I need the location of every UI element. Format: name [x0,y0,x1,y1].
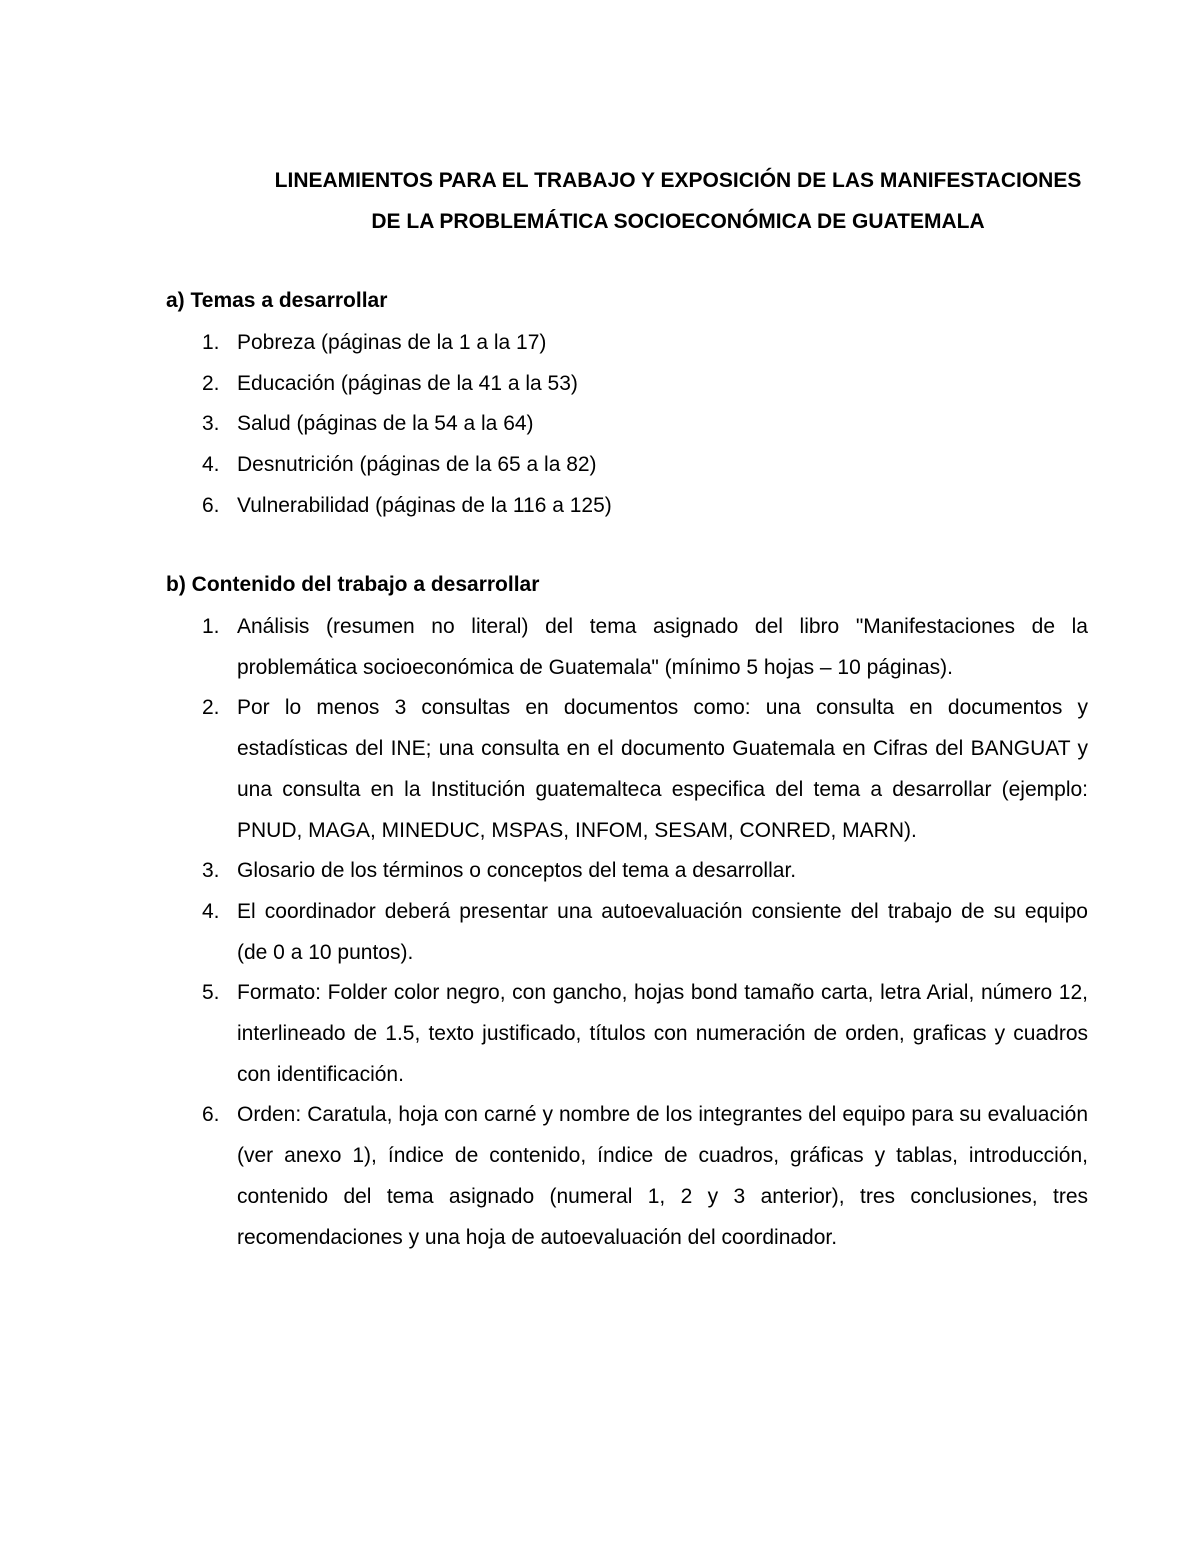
list-item-text: Pobreza (páginas de la 1 a la 17) [237,331,547,354]
list-item-text: El coordinador deberá presentar una autoevaluación consiente del trabajo de su equipo (de 0 a 10 puntos). [237,899,1088,964]
list-item [166,1095,1088,1258]
list-item-text: Por lo menos 3 consultas en documentos como: una consulta en documentos y estadísticas del INE; una consulta en el documento Guatemala en Cifras del BANGUAT y una consulta en la Institución guatemalteca especifica del tema a desarrollar (ejemplo: PNUD, MAGA, MINEDUC, MSPAS, INFOM, SESAM, CONRED, MARN). [237,696,1088,842]
list-item [166,973,1088,1095]
list-item [166,445,1088,486]
list-item [166,404,1088,445]
list-item-text: Desnutrición (páginas de la 65 a la 82) [237,453,597,477]
list-item-text: Orden: Caratula, hoja con carné y nombre de los integrantes del equipo para su evaluación (ver anexo 1), índice de contenido, índice de cuadros, gráficas y tablas, introducción, contenido del tema asignado (numeral 1, 2 y 3 anterior), tres conclusiones, tres recomendaciones y una hoja de autoevaluación del coordinador. [237,1103,1088,1249]
section-a-heading: a) Temas a desarrollar [166,289,388,312]
content-requirements-list [166,607,1088,1258]
list-item-number: 4. [202,453,220,477]
list-item-number: 6. [202,1103,220,1127]
title-line-2: DE LA PROBLEMÁTICA SOCIOECONÓMICA DE GUATEMALA [371,210,985,233]
topics-list [166,323,1088,527]
list-item-number: 4. [202,899,220,923]
list-item-number: 3. [202,412,220,436]
list-item [166,688,1088,851]
list-item-number: 6. [202,493,220,517]
list-item-number: 2. [202,696,220,720]
list-item-number: 1. [202,331,220,354]
list-item-number: 2. [202,371,220,395]
list-item-number: 5. [202,981,220,1005]
list-item-text: Formato: Folder color negro, con gancho, hojas bond tamaño carta, letra Arial, número 12, interlineado de 1.5, texto justificado, títulos con numeración de orden, graficas y cuadros con identificación. [237,981,1088,1086]
list-item [166,607,1088,688]
list-item [166,892,1088,973]
list-item-text: Salud (páginas de la 54 a la 64) [237,412,534,436]
list-item-number: 1. [202,615,220,638]
list-item-number: 3. [202,859,220,883]
list-item-text: Vulnerabilidad (páginas de la 116 a 125) [237,493,612,517]
list-item [166,486,1088,527]
list-item [166,364,1088,405]
section-b-heading: b) Contenido del trabajo a desarrollar [166,573,540,596]
document-title [150,160,1200,242]
list-item-text: Análisis (resumen no literal) del tema asignado del libro "Manifestaciones de la problemática socioeconómica de Guatemala" (mínimo 5 hojas – 10 páginas). [237,615,1088,679]
list-item [166,323,1088,364]
list-item-text: Educación (páginas de la 41 a la 53) [237,371,578,395]
title-line-1: LINEAMIENTOS PARA EL TRABAJO Y EXPOSICIÓN DE LAS MANIFESTACIONES [274,169,1082,192]
list-item [166,851,1088,892]
list-item-text: Glosario de los términos o conceptos del tema a desarrollar. [237,859,797,883]
